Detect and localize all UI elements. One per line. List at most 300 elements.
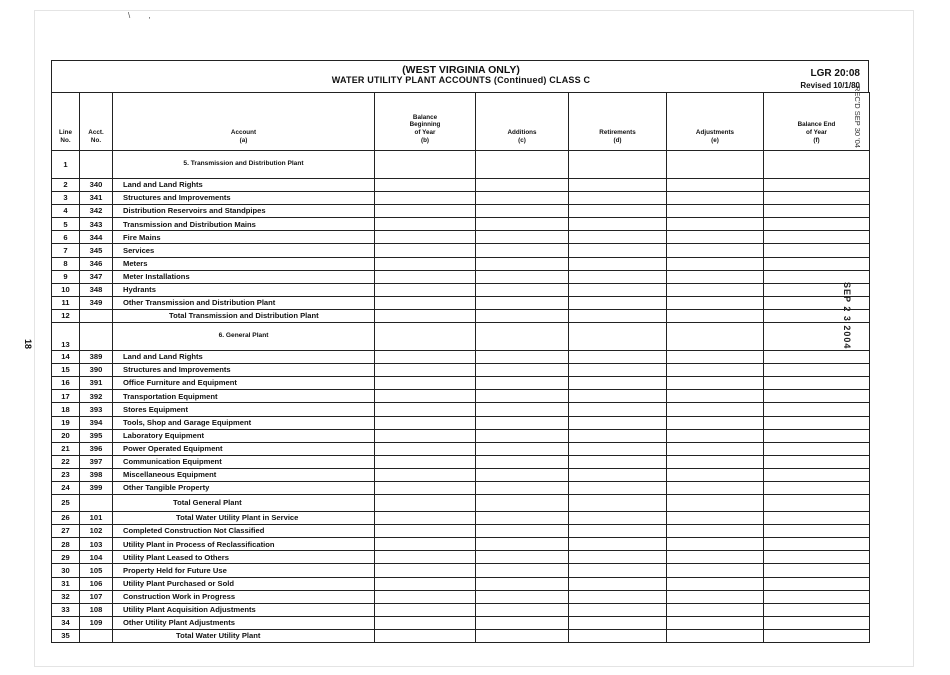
account-number xyxy=(80,495,113,512)
account-number: 396 xyxy=(80,442,113,455)
account-name: Structures and Improvements xyxy=(113,364,375,377)
account-number xyxy=(80,629,113,642)
account-name: Completed Construction Not Classified xyxy=(113,525,375,538)
retirements-cell[interactable] xyxy=(569,442,667,455)
balance-end-cell[interactable] xyxy=(764,270,870,283)
balance-begin-cell[interactable] xyxy=(375,364,476,377)
account-name: Other Transmission and Distribution Plant xyxy=(113,296,375,309)
account-name: Total Water Utility Plant xyxy=(113,629,375,642)
balance-end-cell[interactable] xyxy=(764,192,870,205)
balance-end-cell[interactable] xyxy=(764,309,870,322)
balance-end-cell[interactable] xyxy=(764,218,870,231)
account-name: Services xyxy=(113,244,375,257)
additions-cell[interactable] xyxy=(476,351,569,364)
balance-begin-cell[interactable] xyxy=(375,590,476,603)
account-name: Fire Mains xyxy=(113,231,375,244)
side-received-stamp: SEP 2 3 2004 xyxy=(842,282,852,350)
table-row xyxy=(52,231,870,244)
account-name: Construction Work in Progress xyxy=(113,590,375,603)
balance-begin-cell[interactable] xyxy=(375,525,476,538)
account-name: Power Operated Equipment xyxy=(113,442,375,455)
balance-begin-cell[interactable] xyxy=(375,192,476,205)
retirements-cell[interactable] xyxy=(569,323,667,351)
additions-cell[interactable] xyxy=(476,577,569,590)
line-number: 5 xyxy=(52,218,80,231)
account-name: Total Water Utility Plant in Service xyxy=(113,512,375,525)
col-acct-no: Acct. No. xyxy=(80,93,113,151)
balance-begin-cell[interactable] xyxy=(375,257,476,270)
balance-begin-cell[interactable] xyxy=(375,296,476,309)
col-balance-begin: Balance Beginning of Year (b) xyxy=(375,93,476,151)
retirements-cell[interactable] xyxy=(569,192,667,205)
table-row xyxy=(52,442,870,455)
retirements-cell[interactable] xyxy=(569,590,667,603)
line-number: 1 xyxy=(52,151,80,179)
adjustments-cell[interactable] xyxy=(667,179,764,192)
retirements-cell[interactable] xyxy=(569,577,667,590)
balance-begin-cell[interactable] xyxy=(375,629,476,642)
table-row xyxy=(52,616,870,629)
balance-end-cell[interactable] xyxy=(764,495,870,512)
account-number: 103 xyxy=(80,538,113,551)
account-number: 398 xyxy=(80,468,113,481)
adjustments-cell[interactable] xyxy=(667,616,764,629)
adjustments-cell[interactable] xyxy=(667,390,764,403)
balance-begin-cell[interactable] xyxy=(375,512,476,525)
account-number: 394 xyxy=(80,416,113,429)
adjustments-cell[interactable] xyxy=(667,590,764,603)
balance-begin-cell[interactable] xyxy=(375,151,476,179)
line-number: 9 xyxy=(52,270,80,283)
line-number: 33 xyxy=(52,603,80,616)
retirements-cell[interactable] xyxy=(569,309,667,322)
balance-begin-cell[interactable] xyxy=(375,442,476,455)
line-number: 6 xyxy=(52,231,80,244)
balance-end-cell[interactable] xyxy=(764,283,870,296)
line-number: 3 xyxy=(52,192,80,205)
column-header-row xyxy=(52,93,870,151)
adjustments-cell[interactable] xyxy=(667,512,764,525)
balance-begin-cell[interactable] xyxy=(375,577,476,590)
balance-end-cell[interactable] xyxy=(764,364,870,377)
line-number: 2 xyxy=(52,179,80,192)
balance-begin-cell[interactable] xyxy=(375,377,476,390)
account-name: Land and Land Rights xyxy=(113,179,375,192)
balance-begin-cell[interactable] xyxy=(375,218,476,231)
balance-end-cell[interactable] xyxy=(764,244,870,257)
line-number: 12 xyxy=(52,309,80,322)
additions-cell[interactable] xyxy=(476,283,569,296)
retirements-cell[interactable] xyxy=(569,270,667,283)
balance-end-cell[interactable] xyxy=(764,512,870,525)
additions-cell[interactable] xyxy=(476,481,569,494)
account-name: Other Tangible Property xyxy=(113,481,375,494)
adjustments-cell[interactable] xyxy=(667,218,764,231)
account-name: Tools, Shop and Garage Equipment xyxy=(113,416,375,429)
additions-cell[interactable] xyxy=(476,468,569,481)
balance-end-cell[interactable] xyxy=(764,179,870,192)
balance-end-cell[interactable] xyxy=(764,416,870,429)
additions-cell[interactable] xyxy=(476,205,569,218)
title-state: (WEST VIRGINIA ONLY) xyxy=(402,64,520,76)
table-row xyxy=(52,455,870,468)
balance-end-cell[interactable] xyxy=(764,468,870,481)
retirements-cell[interactable] xyxy=(569,218,667,231)
balance-begin-cell[interactable] xyxy=(375,244,476,257)
account-number xyxy=(80,323,113,351)
additions-cell[interactable] xyxy=(476,616,569,629)
additions-cell[interactable] xyxy=(476,429,569,442)
balance-end-cell[interactable] xyxy=(764,323,870,351)
additions-cell[interactable] xyxy=(476,512,569,525)
adjustments-cell[interactable] xyxy=(667,564,764,577)
retirements-cell[interactable] xyxy=(569,512,667,525)
retirements-cell[interactable] xyxy=(569,629,667,642)
retirements-cell[interactable] xyxy=(569,603,667,616)
additions-cell[interactable] xyxy=(476,364,569,377)
balance-end-cell[interactable] xyxy=(764,351,870,364)
adjustments-cell[interactable] xyxy=(667,481,764,494)
adjustments-cell[interactable] xyxy=(667,283,764,296)
table-row xyxy=(52,270,870,283)
account-name: Property Held for Future Use xyxy=(113,564,375,577)
balance-begin-cell[interactable] xyxy=(375,538,476,551)
balance-end-cell[interactable] xyxy=(764,577,870,590)
balance-end-cell[interactable] xyxy=(764,296,870,309)
adjustments-cell[interactable] xyxy=(667,244,764,257)
line-number: 18 xyxy=(52,403,80,416)
retirements-cell[interactable] xyxy=(569,351,667,364)
balance-begin-cell[interactable] xyxy=(375,309,476,322)
line-number: 22 xyxy=(52,455,80,468)
additions-cell[interactable] xyxy=(476,323,569,351)
account-name: Miscellaneous Equipment xyxy=(113,468,375,481)
balance-end-cell[interactable] xyxy=(764,629,870,642)
retirements-cell[interactable] xyxy=(569,257,667,270)
table-row xyxy=(52,403,870,416)
balance-begin-cell[interactable] xyxy=(375,416,476,429)
retirements-cell[interactable] xyxy=(569,205,667,218)
adjustments-cell[interactable] xyxy=(667,629,764,642)
additions-cell[interactable] xyxy=(476,403,569,416)
balance-begin-cell[interactable] xyxy=(375,390,476,403)
line-number: 15 xyxy=(52,364,80,377)
line-number: 24 xyxy=(52,481,80,494)
table-row xyxy=(52,364,870,377)
additions-cell[interactable] xyxy=(476,257,569,270)
form-title-block xyxy=(51,60,869,92)
table-row xyxy=(52,416,870,429)
balance-begin-cell[interactable] xyxy=(375,403,476,416)
balance-begin-cell[interactable] xyxy=(375,270,476,283)
account-number: 109 xyxy=(80,616,113,629)
adjustments-cell[interactable] xyxy=(667,455,764,468)
account-name: Hydrants xyxy=(113,283,375,296)
table-body xyxy=(52,151,870,643)
retirements-cell[interactable] xyxy=(569,616,667,629)
line-number: 29 xyxy=(52,551,80,564)
additions-cell[interactable] xyxy=(476,551,569,564)
account-number: 101 xyxy=(80,512,113,525)
additions-cell[interactable] xyxy=(476,455,569,468)
line-number: 13 xyxy=(52,323,80,351)
account-number: 392 xyxy=(80,390,113,403)
adjustments-cell[interactable] xyxy=(667,577,764,590)
account-name: Utility Plant Leased to Others xyxy=(113,551,375,564)
adjustments-cell[interactable] xyxy=(667,551,764,564)
retirements-cell[interactable] xyxy=(569,551,667,564)
line-number: 21 xyxy=(52,442,80,455)
balance-end-cell[interactable] xyxy=(764,205,870,218)
adjustments-cell[interactable] xyxy=(667,296,764,309)
balance-begin-cell[interactable] xyxy=(375,351,476,364)
retirements-cell[interactable] xyxy=(569,364,667,377)
balance-begin-cell[interactable] xyxy=(375,616,476,629)
account-number: 395 xyxy=(80,429,113,442)
adjustments-cell[interactable] xyxy=(667,364,764,377)
balance-end-cell[interactable] xyxy=(764,377,870,390)
additions-cell[interactable] xyxy=(476,296,569,309)
table-row xyxy=(52,296,870,309)
balance-end-cell[interactable] xyxy=(764,603,870,616)
line-number: 11 xyxy=(52,296,80,309)
account-number: 343 xyxy=(80,218,113,231)
balance-begin-cell[interactable] xyxy=(375,551,476,564)
adjustments-cell[interactable] xyxy=(667,192,764,205)
additions-cell[interactable] xyxy=(476,151,569,179)
table-row xyxy=(52,495,870,512)
account-number: 347 xyxy=(80,270,113,283)
balance-end-cell[interactable] xyxy=(764,455,870,468)
account-number: 105 xyxy=(80,564,113,577)
account-number: 106 xyxy=(80,577,113,590)
balance-begin-cell[interactable] xyxy=(375,205,476,218)
account-number: 399 xyxy=(80,481,113,494)
adjustments-cell[interactable] xyxy=(667,231,764,244)
balance-end-cell[interactable] xyxy=(764,442,870,455)
retirements-cell[interactable] xyxy=(569,481,667,494)
additions-cell[interactable] xyxy=(476,179,569,192)
account-number: 389 xyxy=(80,351,113,364)
balance-begin-cell[interactable] xyxy=(375,481,476,494)
additions-cell[interactable] xyxy=(476,495,569,512)
adjustments-cell[interactable] xyxy=(667,403,764,416)
table-row xyxy=(52,205,870,218)
adjustments-cell[interactable] xyxy=(667,416,764,429)
table-row xyxy=(52,257,870,270)
retirements-cell[interactable] xyxy=(569,283,667,296)
balance-end-cell[interactable] xyxy=(764,481,870,494)
account-name: Transmission and Distribution Mains xyxy=(113,218,375,231)
additions-cell[interactable] xyxy=(476,590,569,603)
corner-stamp: REC'D SEP 30 '04 xyxy=(853,86,862,148)
account-number: 390 xyxy=(80,364,113,377)
account-number: 349 xyxy=(80,296,113,309)
account-name: Land and Land Rights xyxy=(113,351,375,364)
adjustments-cell[interactable] xyxy=(667,538,764,551)
account-name: Communication Equipment xyxy=(113,455,375,468)
retirements-cell[interactable] xyxy=(569,468,667,481)
table-row xyxy=(52,603,870,616)
account-number: 104 xyxy=(80,551,113,564)
adjustments-cell[interactable] xyxy=(667,151,764,179)
adjustments-cell[interactable] xyxy=(667,429,764,442)
retirements-cell[interactable] xyxy=(569,403,667,416)
balance-end-cell[interactable] xyxy=(764,590,870,603)
table-row xyxy=(52,551,870,564)
retirements-cell[interactable] xyxy=(569,179,667,192)
retirements-cell[interactable] xyxy=(569,495,667,512)
table-row xyxy=(52,351,870,364)
line-number: 26 xyxy=(52,512,80,525)
retirements-cell[interactable] xyxy=(569,416,667,429)
adjustments-cell[interactable] xyxy=(667,525,764,538)
line-number: 19 xyxy=(52,416,80,429)
additions-cell[interactable] xyxy=(476,270,569,283)
adjustments-cell[interactable] xyxy=(667,309,764,322)
account-name: Utility Plant Acquisition Adjustments xyxy=(113,603,375,616)
balance-end-cell[interactable] xyxy=(764,429,870,442)
adjustments-cell[interactable] xyxy=(667,495,764,512)
table-row xyxy=(52,629,870,642)
account-name: 6. General Plant xyxy=(113,323,375,351)
balance-begin-cell[interactable] xyxy=(375,495,476,512)
table-row xyxy=(52,309,870,322)
balance-begin-cell[interactable] xyxy=(375,455,476,468)
adjustments-cell[interactable] xyxy=(667,205,764,218)
table-row xyxy=(52,481,870,494)
account-number: 108 xyxy=(80,603,113,616)
balance-end-cell[interactable] xyxy=(764,390,870,403)
revised-date: Revised 10/1/80 xyxy=(800,81,860,90)
balance-begin-cell[interactable] xyxy=(375,323,476,351)
account-name: Stores Equipment xyxy=(113,403,375,416)
additions-cell[interactable] xyxy=(476,192,569,205)
balance-end-cell[interactable] xyxy=(764,151,870,179)
line-number: 7 xyxy=(52,244,80,257)
retirements-cell[interactable] xyxy=(569,564,667,577)
adjustments-cell[interactable] xyxy=(667,603,764,616)
account-name: 5. Transmission and Distribution Plant xyxy=(113,151,375,179)
retirements-cell[interactable] xyxy=(569,525,667,538)
additions-cell[interactable] xyxy=(476,231,569,244)
additions-cell[interactable] xyxy=(476,603,569,616)
balance-begin-cell[interactable] xyxy=(375,429,476,442)
table-row xyxy=(52,179,870,192)
balance-end-cell[interactable] xyxy=(764,403,870,416)
table-row xyxy=(52,577,870,590)
line-number: 16 xyxy=(52,377,80,390)
table-row xyxy=(52,429,870,442)
col-line-no: Line No. xyxy=(52,93,80,151)
additions-cell[interactable] xyxy=(476,629,569,642)
balance-end-cell[interactable] xyxy=(764,257,870,270)
account-number: 340 xyxy=(80,179,113,192)
col-balance-end: Balance End of Year (f) xyxy=(764,93,870,151)
retirements-cell[interactable] xyxy=(569,231,667,244)
adjustments-cell[interactable] xyxy=(667,270,764,283)
line-number: 10 xyxy=(52,283,80,296)
additions-cell[interactable] xyxy=(476,564,569,577)
retirements-cell[interactable] xyxy=(569,377,667,390)
account-name: Structures and Improvements xyxy=(113,192,375,205)
balance-end-cell[interactable] xyxy=(764,231,870,244)
retirements-cell[interactable] xyxy=(569,390,667,403)
account-number xyxy=(80,309,113,322)
line-number: 20 xyxy=(52,429,80,442)
col-retirements: Retirements (d) xyxy=(569,93,667,151)
additions-cell[interactable] xyxy=(476,377,569,390)
account-number: 341 xyxy=(80,192,113,205)
retirements-cell[interactable] xyxy=(569,538,667,551)
retirements-cell[interactable] xyxy=(569,455,667,468)
additions-cell[interactable] xyxy=(476,416,569,429)
balance-end-cell[interactable] xyxy=(764,525,870,538)
additions-cell[interactable] xyxy=(476,538,569,551)
line-number: 31 xyxy=(52,577,80,590)
additions-cell[interactable] xyxy=(476,309,569,322)
line-number: 34 xyxy=(52,616,80,629)
plant-accounts-form xyxy=(51,60,869,641)
balance-begin-cell[interactable] xyxy=(375,179,476,192)
additions-cell[interactable] xyxy=(476,525,569,538)
account-name: Meters xyxy=(113,257,375,270)
account-number: 107 xyxy=(80,590,113,603)
table-row xyxy=(52,244,870,257)
table-row xyxy=(52,538,870,551)
account-number: 345 xyxy=(80,244,113,257)
table-row xyxy=(52,390,870,403)
line-number: 27 xyxy=(52,525,80,538)
adjustments-cell[interactable] xyxy=(667,351,764,364)
balance-end-cell[interactable] xyxy=(764,564,870,577)
table-row xyxy=(52,218,870,231)
retirements-cell[interactable] xyxy=(569,429,667,442)
line-number: 4 xyxy=(52,205,80,218)
balance-begin-cell[interactable] xyxy=(375,231,476,244)
title-main: WATER UTILITY PLANT ACCOUNTS (Continued) CLASS C xyxy=(331,75,591,85)
account-name: Other Utility Plant Adjustments xyxy=(113,616,375,629)
col-additions: Additions (c) xyxy=(476,93,569,151)
line-number: 32 xyxy=(52,590,80,603)
balance-begin-cell[interactable] xyxy=(375,283,476,296)
balance-end-cell[interactable] xyxy=(764,551,870,564)
balance-begin-cell[interactable] xyxy=(375,468,476,481)
table-row xyxy=(52,525,870,538)
balance-begin-cell[interactable] xyxy=(375,564,476,577)
scan-marks: \ , xyxy=(128,11,159,20)
retirements-cell[interactable] xyxy=(569,151,667,179)
table-row xyxy=(52,283,870,296)
retirements-cell[interactable] xyxy=(569,296,667,309)
balance-end-cell[interactable] xyxy=(764,616,870,629)
additions-cell[interactable] xyxy=(476,390,569,403)
retirements-cell[interactable] xyxy=(569,244,667,257)
col-account: Account (a) xyxy=(113,93,375,151)
additions-cell[interactable] xyxy=(476,244,569,257)
balance-begin-cell[interactable] xyxy=(375,603,476,616)
adjustments-cell[interactable] xyxy=(667,442,764,455)
balance-end-cell[interactable] xyxy=(764,538,870,551)
adjustments-cell[interactable] xyxy=(667,323,764,351)
adjustments-cell[interactable] xyxy=(667,257,764,270)
additions-cell[interactable] xyxy=(476,218,569,231)
adjustments-cell[interactable] xyxy=(667,468,764,481)
table-row xyxy=(52,512,870,525)
additions-cell[interactable] xyxy=(476,442,569,455)
account-number: 344 xyxy=(80,231,113,244)
adjustments-cell[interactable] xyxy=(667,377,764,390)
